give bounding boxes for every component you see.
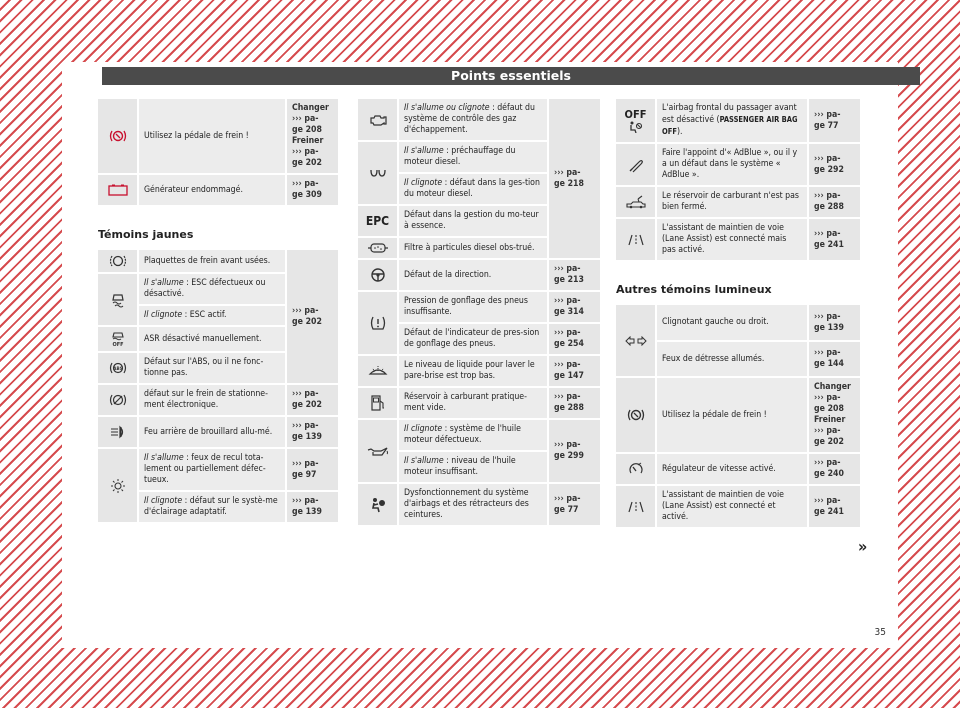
esc-icon <box>98 273 138 326</box>
asr-off-icon <box>98 326 138 352</box>
table-row <box>358 259 600 291</box>
particle-filter-icon <box>358 237 398 259</box>
manual-page <box>62 62 898 648</box>
page-reference[interactable]: Changer ››› pa- ge 208 Freiner ››› pa- ge 202 <box>808 377 860 453</box>
svg-text:OFF: OFF <box>111 342 124 347</box>
battery-icon <box>98 174 138 206</box>
table-row <box>616 143 860 186</box>
table-row <box>616 453 860 485</box>
steering-icon <box>358 259 398 291</box>
page-reference[interactable]: ››› pa- ge 144 <box>808 341 860 377</box>
warning-text: Défaut de l'indicateur de pres-sion de gonflage des pneus. <box>398 323 548 355</box>
page-reference[interactable]: ››› pa- ge 314 <box>548 291 600 323</box>
brake-pedal-icon <box>98 99 138 174</box>
page-reference[interactable]: ››› pa- ge 139 <box>286 416 338 448</box>
page-number: 35 <box>874 627 886 638</box>
table-row <box>98 416 338 448</box>
page-reference[interactable]: ››› pa- ge 218 <box>548 99 600 259</box>
warning-text: Il clignote : défaut dans la ges-tion du moteur diesel. <box>398 173 548 205</box>
column-3 <box>616 99 860 529</box>
rear-fog-icon <box>98 416 138 448</box>
brake-pedal-icon <box>616 377 656 453</box>
table-row <box>98 448 338 491</box>
adblue-icon <box>616 143 656 186</box>
page-reference[interactable]: ››› pa- ge 139 <box>808 305 860 341</box>
page-reference[interactable]: ››› pa- ge 77 <box>808 99 860 143</box>
other-lights-table <box>616 305 860 529</box>
page-reference[interactable]: ››› pa- ge 139 <box>286 491 338 523</box>
warning-text: Il clignote : système de l'huile moteur défectueux. <box>398 419 548 451</box>
table-row <box>616 377 860 453</box>
red-warning-table <box>98 99 338 207</box>
lane-assist-icon <box>616 485 656 528</box>
warning-text: Dysfonctionnement du système d'airbags et des rétracteurs des ceintures. <box>398 483 548 526</box>
warning-text: Pression de gonflage des pneus insuffisante. <box>398 291 548 323</box>
warning-text: Réservoir à carburant pratique-ment vide. <box>398 387 548 419</box>
table-row <box>616 186 860 218</box>
airbag-icon <box>358 483 398 526</box>
washer-fluid-icon <box>358 355 398 387</box>
tyre-pressure-icon <box>358 291 398 355</box>
page-reference[interactable]: ››› pa- ge 213 <box>548 259 600 291</box>
table-row <box>358 387 600 419</box>
warning-text: Le réservoir de carburant n'est pas bien fermé. <box>656 186 808 218</box>
abs-icon <box>98 352 138 384</box>
table-row <box>358 419 600 451</box>
page-header: Points essentiels <box>102 67 920 85</box>
table-row <box>98 99 338 174</box>
section-title-yellow: Témoins jaunes <box>98 228 194 241</box>
page-reference[interactable]: ››› pa- ge 147 <box>548 355 600 387</box>
airbag-off-icon <box>616 99 656 143</box>
page-reference[interactable]: Changer ››› pa- ge 208 Freiner ››› pa- ge 202 <box>286 99 338 174</box>
warning-text: Il s'allume : ESC défectueux ou désactivé. <box>138 273 286 305</box>
warning-text: Défaut sur l'ABS, ou il ne fonc-tionne pas. <box>138 352 286 384</box>
warning-text: Défaut dans la gestion du mo-teur à essence. <box>398 205 548 237</box>
table-row <box>358 355 600 387</box>
warning-text: Générateur endommagé. <box>138 174 286 206</box>
table-row <box>98 384 338 416</box>
engine-icon <box>358 99 398 141</box>
warning-text: Plaquettes de frein avant usées. <box>138 250 286 273</box>
warning-text: Filtre à particules diesel obs-trué. <box>398 237 548 259</box>
off-label: OFF <box>624 107 647 121</box>
warning-text: Feu arrière de brouillard allu-mé. <box>138 416 286 448</box>
warning-text: Faire l'appoint d'« AdBlue », ou il y a un défaut dans le système « AdBlue ». <box>656 143 808 186</box>
epc-icon: EPC <box>358 205 398 237</box>
warning-text: Utilisez la pédale de frein ! <box>656 377 808 453</box>
table-row <box>616 485 860 528</box>
page-reference[interactable]: ››› pa- ge 241 <box>808 485 860 528</box>
page-reference[interactable]: ››› pa- ge 254 <box>548 323 600 355</box>
page-reference[interactable]: ››› pa- ge 77 <box>548 483 600 526</box>
turn-signals-icon <box>616 305 656 377</box>
cruise-control-icon <box>616 453 656 485</box>
table-row <box>616 218 860 261</box>
warning-text: Il s'allume : préchauffage du moteur diesel. <box>398 141 548 173</box>
warning-text: Il s'allume : feux de recul tota-lement ou partiellement défec-tueux. <box>138 448 286 491</box>
warning-text: défaut sur le frein de stationne-ment électronique. <box>138 384 286 416</box>
glow-plug-icon <box>358 141 398 205</box>
warning-text: L'airbag frontal du passager avant est désactivé (PASSENGER AIR BAG OFF). <box>656 99 808 143</box>
warning-text: Le niveau de liquide pour laver le pare-brise est trop bas. <box>398 355 548 387</box>
warning-text: L'assistant de maintien de voie (Lane Assist) est connecté mais pas activé. <box>656 218 808 261</box>
page-reference[interactable]: ››› pa- ge 241 <box>808 218 860 261</box>
lane-assist-icon <box>616 218 656 261</box>
table-row <box>616 305 860 341</box>
page-reference[interactable]: ››› pa- ge 240 <box>808 453 860 485</box>
page-reference[interactable]: ››› pa- ge 292 <box>808 143 860 186</box>
column-2 <box>358 99 600 527</box>
table-row <box>358 99 600 141</box>
column-1 <box>98 99 338 524</box>
reversing-light-icon <box>98 448 138 523</box>
warning-text: Il clignote : défaut sur le systè-me d'éclairage adaptatif. <box>138 491 286 523</box>
page-reference[interactable]: ››› pa- ge 299 <box>548 419 600 483</box>
brake-pads-icon <box>98 250 138 273</box>
page-reference[interactable]: ››› pa- ge 202 <box>286 384 338 416</box>
page-reference[interactable]: ››› pa- ge 309 <box>286 174 338 206</box>
yellow-warning-table <box>98 250 338 524</box>
table-row <box>616 99 860 143</box>
warning-text: Feux de détresse allumés. <box>656 341 808 377</box>
oil-icon <box>358 419 398 483</box>
parking-brake-icon <box>98 384 138 416</box>
continue-mark: » <box>858 537 868 556</box>
misc-warning-table <box>616 99 860 262</box>
table-row <box>98 250 338 273</box>
fuel-cap-icon <box>616 186 656 218</box>
page-reference[interactable]: ››› pa- ge 288 <box>548 387 600 419</box>
page-reference[interactable]: ››› pa- ge 288 <box>808 186 860 218</box>
warning-text: Il s'allume : niveau de l'huile moteur insuffisant. <box>398 451 548 483</box>
engine-warning-table <box>358 99 600 527</box>
warning-text: ASR désactivé manuellement. <box>138 326 286 352</box>
svg-text:ABS: ABS <box>112 365 123 371</box>
table-row <box>98 174 338 206</box>
warning-text: L'assistant de maintien de voie (Lane Assist) est connecté et activé. <box>656 485 808 528</box>
page-reference[interactable]: ››› pa- ge 97 <box>286 448 338 491</box>
warning-text: Régulateur de vitesse activé. <box>656 453 808 485</box>
page-reference[interactable]: ››› pa- ge 202 <box>286 250 338 384</box>
warning-text: Utilisez la pédale de frein ! <box>138 99 286 174</box>
table-row <box>358 291 600 323</box>
warning-text: Défaut de la direction. <box>398 259 548 291</box>
fuel-icon <box>358 387 398 419</box>
warning-text: Il s'allume ou clignote : défaut du système de contrôle des gaz d'échappement. <box>398 99 548 141</box>
warning-text: Il clignote : ESC actif. <box>138 305 286 326</box>
warning-text: Clignotant gauche ou droit. <box>656 305 808 341</box>
section-title-other: Autres témoins lumineux <box>616 283 772 296</box>
table-row <box>358 483 600 526</box>
